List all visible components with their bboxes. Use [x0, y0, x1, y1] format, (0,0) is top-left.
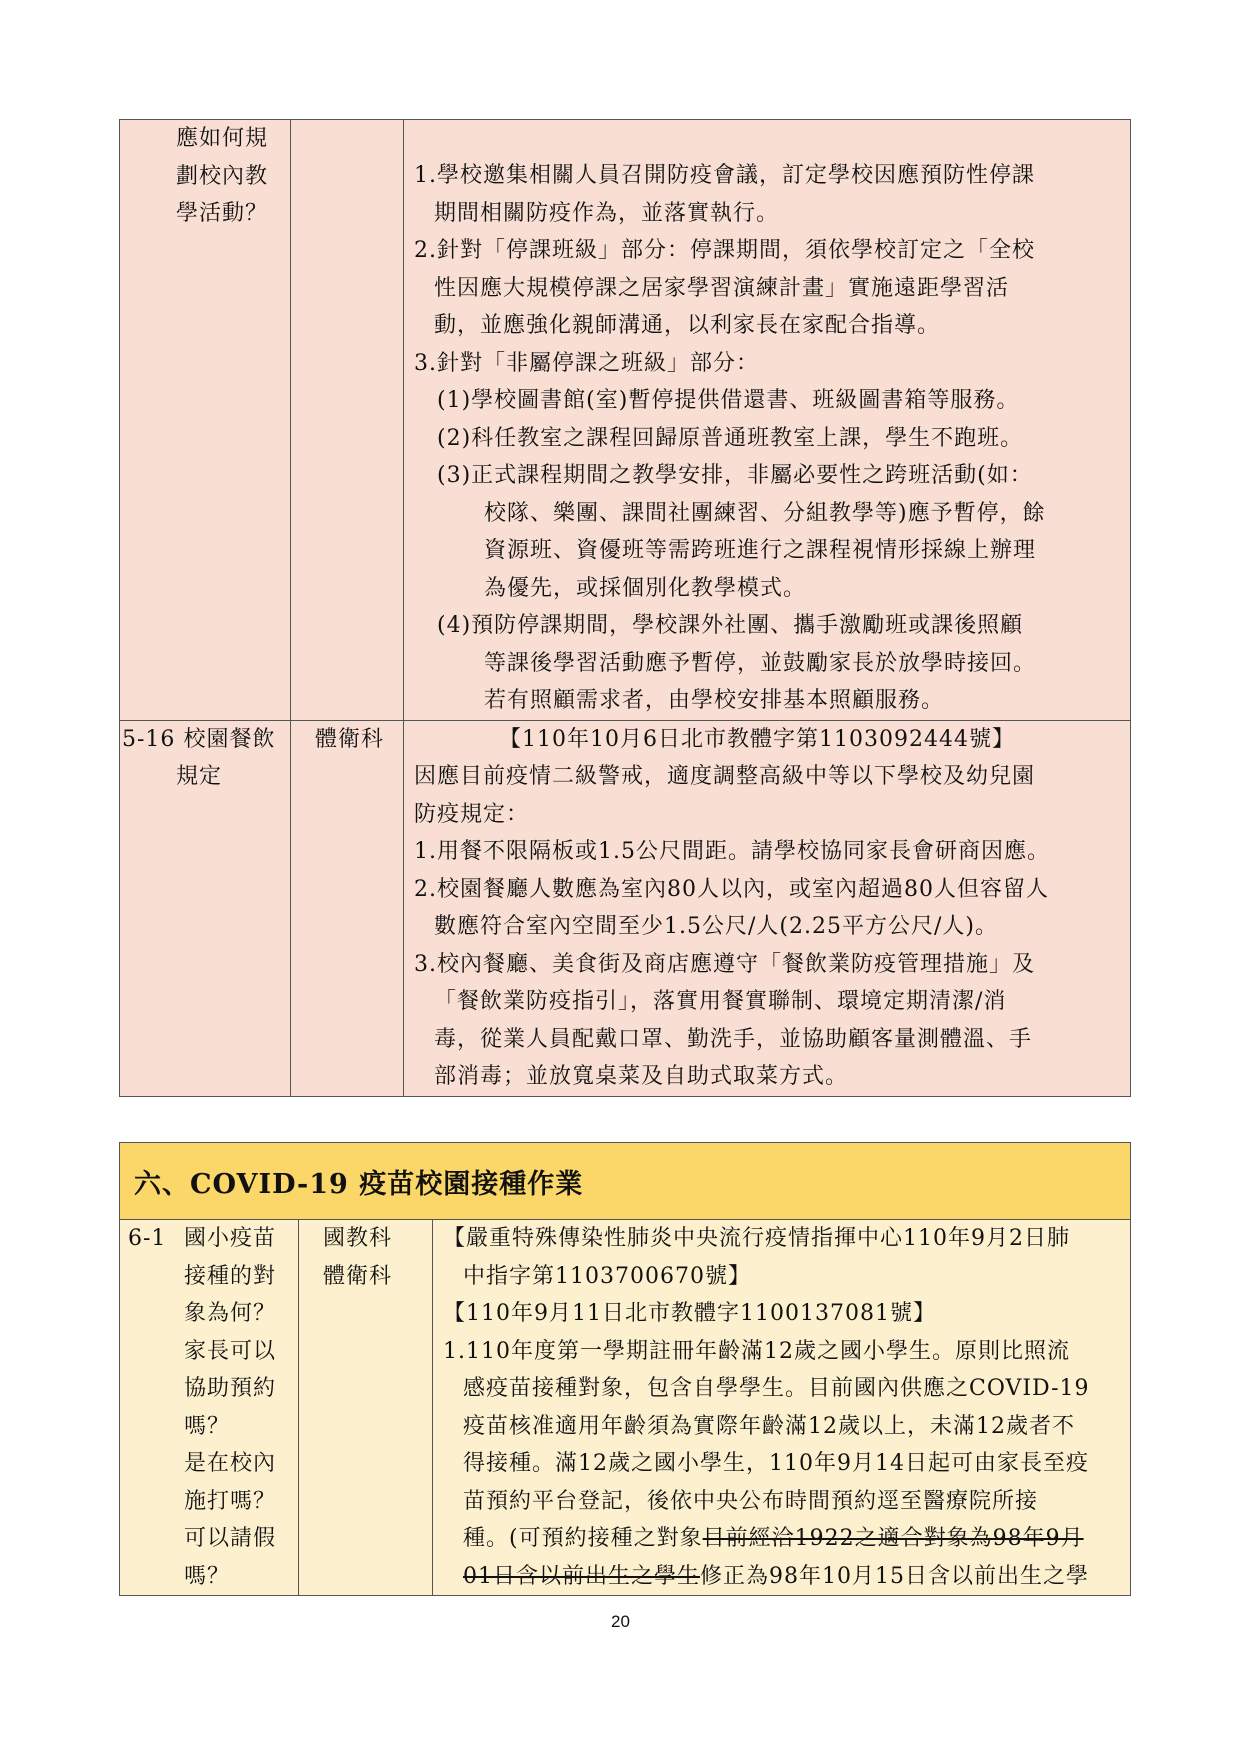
item-number: 5-16	[122, 726, 176, 752]
content-line: 毒，從業人員配戴口罩、勤洗手，並協助顧客量測體溫、手	[434, 1026, 1033, 1052]
topic-line: 規定	[176, 764, 223, 789]
content-line: 1.110年度第一學期註冊年齡滿12歲之國小學生。原則比照流	[443, 1338, 1070, 1364]
content-line: 疫苗核准適用年齡須為實際年齡滿12歲以上，未滿12歲者不	[463, 1413, 1075, 1439]
content-line: (1)學校圖書館(室)暫停提供借還書、班級圖書箱等服務。	[437, 388, 1020, 413]
content-line: 防疫規定：	[414, 801, 530, 827]
topic-line: 施打嗎？	[184, 1488, 277, 1514]
content-line: 等課後學習活動應予暫停，並鼓勵家長於放學時接回。	[484, 650, 1037, 676]
regulation-table-1	[119, 119, 1131, 1097]
content-line	[433, 1520, 1130, 1558]
table-row	[120, 720, 1131, 1096]
content-line: 2.針對「停課班級」部分：停課期間，須依學校訂定之「全校	[414, 238, 1035, 263]
topic-line: 應如何規	[176, 126, 269, 151]
content-cell	[433, 1220, 1131, 1596]
content-line: 中指字第1103700670號】	[463, 1263, 751, 1289]
content-line: 2.校園餐廳人數應為室內80人以內，或室內超過80人但容留人	[414, 876, 1049, 902]
content-line: 【110年9月11日北市教體字1100137081號】	[443, 1301, 936, 1326]
content-text: 修正為98年10月15日含以前出生之學	[700, 1563, 1089, 1589]
unit-text: 國教科	[323, 1226, 393, 1251]
content-line: 3.校內餐廳、美食街及商店應遵守「餐飲業防疫管理措施」及	[414, 951, 1035, 977]
topic-line: 是在校內	[184, 1451, 277, 1476]
topic-line: 國小疫苗	[184, 1226, 277, 1251]
section-header-row	[120, 1143, 1131, 1220]
topic-line: 嗎？	[184, 1413, 231, 1439]
content-line: (4)預防停課期間，學校課外社團、攜手激勵班或課後照顧	[437, 613, 1024, 638]
page-number: 20	[611, 1612, 630, 1631]
topic-line: 學活動？	[176, 201, 269, 226]
content-line: 動，並應強化親師溝通，以利家長在家配合指導。	[434, 313, 941, 338]
content-line: 1.學校邀集相關人員召開防疫會議，訂定學校因應預防性停課	[414, 163, 1035, 188]
unit-cell	[299, 1220, 433, 1596]
content-cell	[404, 720, 1131, 1096]
content-line: 資源班、資優班等需跨班進行之課程視情形採線上辦理	[484, 538, 1037, 563]
section-title: 六、COVID-19 疫苗校園接種作業	[134, 1168, 584, 1200]
topic-cell	[120, 120, 291, 721]
content-line: 數應符合室內空間至少1.5公尺/人(2.25平方公尺/人)。	[434, 914, 998, 939]
struck-text: 01日含以前出生之學生	[463, 1563, 700, 1589]
topic-line: 嗎？	[184, 1563, 231, 1589]
content-cell	[404, 120, 1131, 721]
content-line: 性因應大規模停課之居家學習演練計畫」實施遠距學習活	[434, 275, 1010, 301]
topic-line: 接種的對	[184, 1263, 277, 1289]
content-line: 【嚴重特殊傳染性肺炎中央流行疫情指揮中心110年9月2日肺	[443, 1226, 1070, 1251]
topic-line: 家長可以	[184, 1338, 277, 1364]
unit-cell	[291, 720, 404, 1096]
content-line: 部消毒；並放寬桌菜及自助式取菜方式。	[434, 1064, 849, 1089]
content-line	[433, 1558, 1130, 1596]
unit-text: 體衛科	[315, 726, 385, 752]
content-line: 【110年10月6日北市教體字第1103092444號】	[499, 726, 1015, 752]
content-line: 為優先，或採個別化教學模式。	[484, 575, 807, 601]
content-line: 因應目前疫情二級警戒，適度調整高級中等以下學校及幼兒園	[414, 764, 1036, 789]
content-line: 得接種。滿12歲之國小學生，110年9月14日起可由家長至疫	[463, 1451, 1089, 1476]
topic-line: 劃校內教	[176, 163, 269, 189]
table-row	[120, 1220, 1131, 1596]
content-line: 感疫苗接種對象，包含自學學生。目前國內供應之COVID-19	[463, 1376, 1090, 1401]
topic-line: 象為何？	[184, 1301, 277, 1326]
regulation-table-2	[119, 1142, 1131, 1596]
topic-cell	[120, 720, 291, 1096]
content-line: 若有照顧需求者，由學校安排基本照顧服務。	[484, 688, 945, 713]
topic-line: 可以請假	[184, 1526, 277, 1551]
topic-cell	[120, 1220, 299, 1596]
unit-text: 體衛科	[323, 1263, 393, 1289]
table-row	[120, 120, 1131, 721]
content-line: 校隊、樂團、課間社團練習、分組教學等)應予暫停，餘	[484, 500, 1046, 526]
topic-line: 校園餐飲	[183, 726, 276, 752]
content-line: 苗預約平台登記，後依中央公布時間預約逕至醫療院所接	[463, 1488, 1039, 1514]
content-line: (2)科任教室之課程回歸原普通班教室上課，學生不跑班。	[437, 425, 1024, 451]
unit-cell	[291, 120, 404, 721]
content-line: 1.用餐不限隔板或1.5公尺間距。請學校協同家長會研商因應。	[414, 839, 1050, 864]
item-number: 6-1	[128, 1226, 167, 1251]
content-line: 「餐飲業防疫指引」，落實用餐實聯制、環境定期清潔/消	[434, 989, 1007, 1014]
section-header	[120, 1143, 1131, 1220]
content-line: 期間相關防疫作為，並落實執行。	[434, 200, 780, 226]
content-text: 種。(可預約接種之對象	[463, 1526, 703, 1551]
topic-line: 協助預約	[184, 1376, 277, 1401]
content-line: 3.針對「非屬停課之班級」部分：	[414, 350, 759, 376]
struck-text: 目前經洽1922之適合對象為98年9月	[702, 1526, 1084, 1551]
content-line: (3)正式課程期間之教學安排，非屬必要性之跨班活動(如：	[437, 463, 1033, 488]
